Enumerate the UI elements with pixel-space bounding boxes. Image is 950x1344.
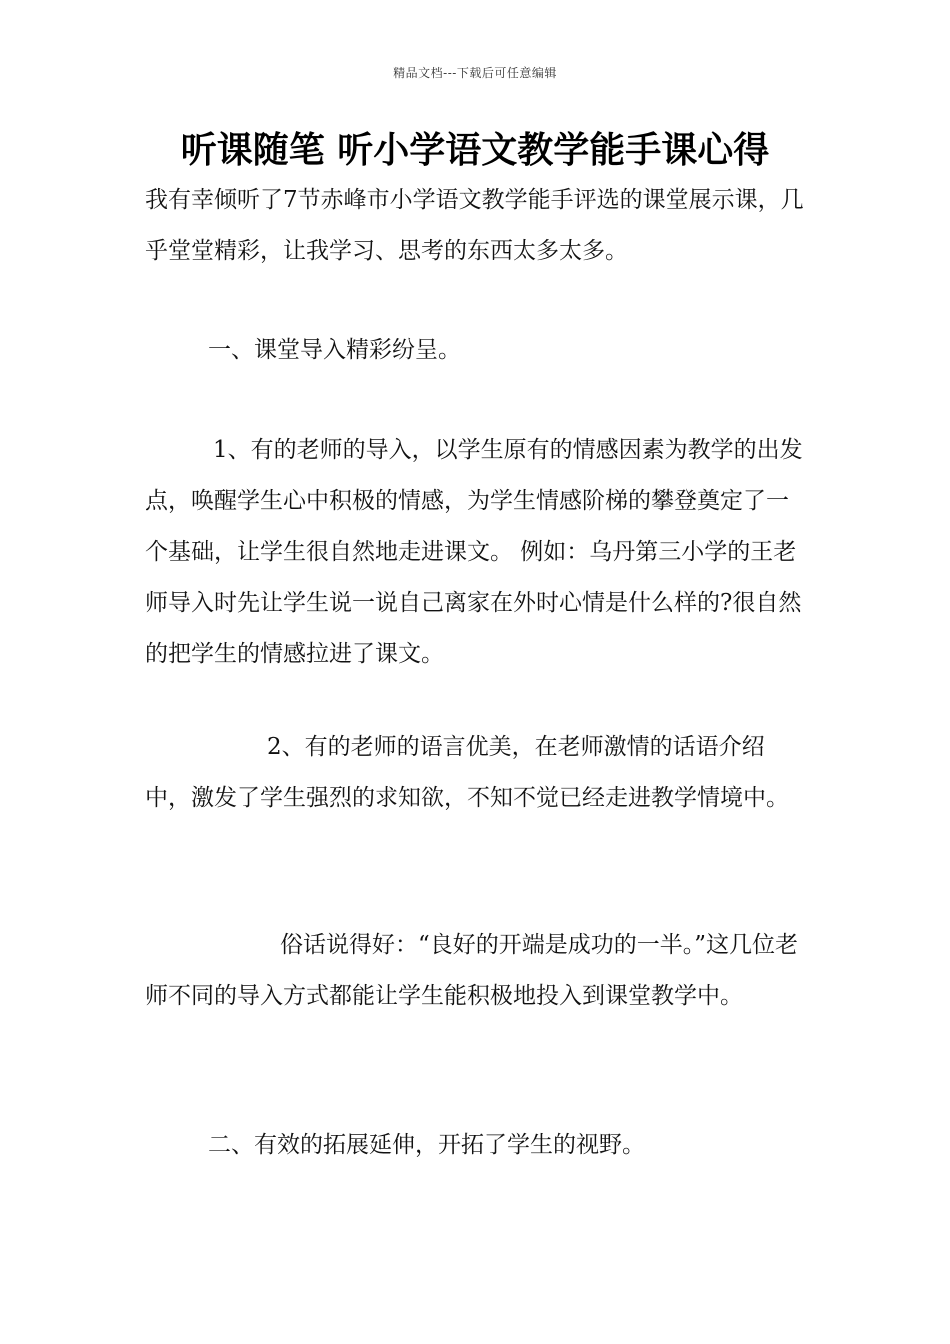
section-heading-1: 一、课堂导入精彩纷呈。	[208, 337, 461, 363]
section-heading-2: 二、有效的拓展延伸，开拓了学生的视野。	[208, 1132, 645, 1158]
intro-paragraph: 我有幸倾听了7节赤峰市小学语文教学能手评选的课堂展示课，几乎堂堂精彩，让我学习、思考的东西太多太多。	[145, 187, 804, 264]
paragraph-item-1: 1、有的老师的导入，以学生原有的情感因素为教学的出发点，唤醒学生心中积极的情感，为学生情感阶梯的攀登奠定了一个基础，让学生很自然地走进课文。 例如：乌丹第三小学的王老师导入时先让学生说一说自己离家在外时心情是什么样的?很自然的把学生的情感拉进了课文。	[145, 437, 803, 667]
document-title: 听课随笔 听小学语文教学能手课心得	[180, 130, 770, 171]
quote-paragraph: 俗话说得好：“良好的开端是成功的一半。”这几位老师不同的导入方式都能让学生能积极地投入到课堂教学中。	[145, 932, 799, 1009]
paragraph-item-2: 2、有的老师的语言优美，在老师激情的话语介绍中，激发了学生强烈的求知欲，不知不觉已经走进教学情境中。	[145, 734, 789, 811]
page-header: 精品文档---下载后可任意编辑	[393, 66, 557, 80]
